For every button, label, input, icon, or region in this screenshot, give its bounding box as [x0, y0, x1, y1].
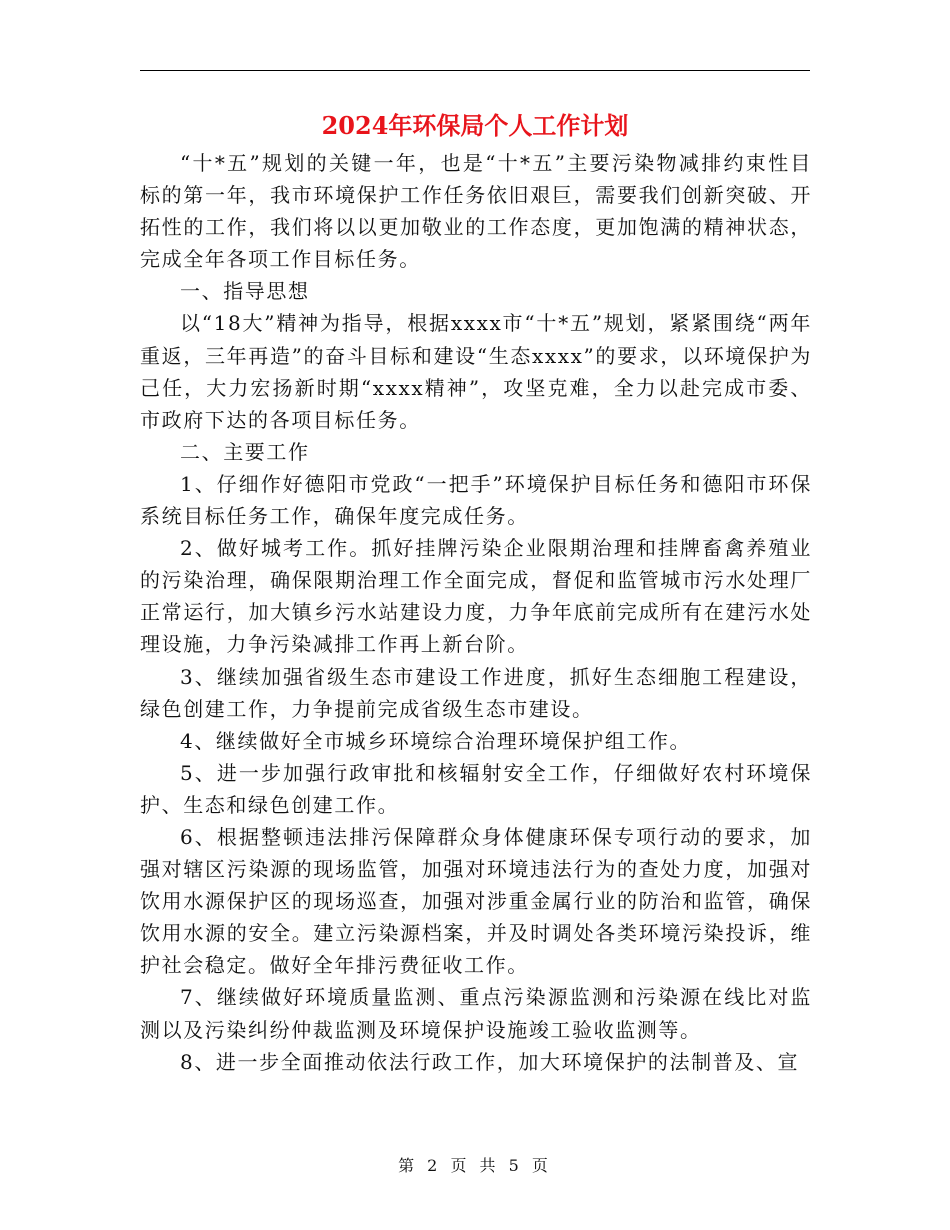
- work-item-5: 5、进一步加强行政审批和核辐射安全工作，仔细做好农村环境保护、生态和绿色创建工作。: [140, 760, 812, 817]
- document-title: 2024年环保局个人工作计划: [321, 111, 629, 140]
- work-item-7: 7、继续做好环境质量监测、重点污染源监测和污染源在线比对监测以及污染纠纷仲裁监测及环境保护设施竣工验收监测等。: [140, 985, 812, 1042]
- work-item-3: 3、继续加强省级生态市建设工作进度，抓好生态细胞工程建设，绿色创建工作，力争提前完成省级生态市建设。: [140, 664, 812, 721]
- paragraph-guiding-ideology: 以“18大”精神为指导，根据xxxx市“十*五”规划，紧紧围绕“两年重返，三年再造”的奋斗目标和建设“生态xxxx”的要求，以环境保护为己任，大力宏扬新时期“xxxx精神”，攻坚克难，全力以赴完成市委、市政府下达的各项目标任务。: [140, 311, 812, 432]
- page-number-footer: 第 2 页 共 5 页: [398, 1156, 552, 1175]
- section-heading-guiding-ideology: 一、指导思想: [180, 279, 310, 304]
- header-rule: [140, 70, 810, 71]
- document-body: [140, 147, 812, 1078]
- work-item-4: 4、继续做好全市城乡环境综合治理环境保护组工作。: [180, 728, 692, 753]
- work-item-2: 2、做好城考工作。抓好挂牌污染企业限期治理和挂牌畜禽养殖业的污染治理，确保限期治理工作全面完成，督促和监管城市污水处理厂正常运行，加大镇乡污水站建设力度，力争年底前完成所有在建污水处理设施，力争污染减排工作再上新台阶。: [140, 536, 812, 657]
- work-item-8: 8、进一步全面推动依法行政工作，加大环境保护的法制普及、宣: [180, 1049, 800, 1074]
- work-item-6: 6、根据整顿违法排污保障群众身体健康环保专项行动的要求，加强对辖区污染源的现场监管，加强对环境违法行为的查处力度，加强对饮用水源保护区的现场巡查，加强对涉重金属行业的防治和监管，确保饮用水源的安全。建立污染源档案，并及时调处各类环境污染投诉，维护社会稳定。做好全年排污费征收工作。: [140, 824, 812, 978]
- work-item-1: 1、仔细作好德阳市党政“一把手”环境保护目标任务和德阳市环保系统目标任务工作，确保年度完成任务。: [140, 471, 812, 529]
- section-heading-main-work: 二、主要工作: [180, 439, 310, 464]
- paragraph-intro: “十*五”规划的关键一年，也是“十*五”主要污染物减排约束性目标的第一年，我市环境保护工作任务依旧艰巨，需要我们创新突破、开拓性的工作，我们将以以更加敬业的工作态度，更加饱满的精神状态，完成全年各项工作目标任务。: [140, 151, 812, 272]
